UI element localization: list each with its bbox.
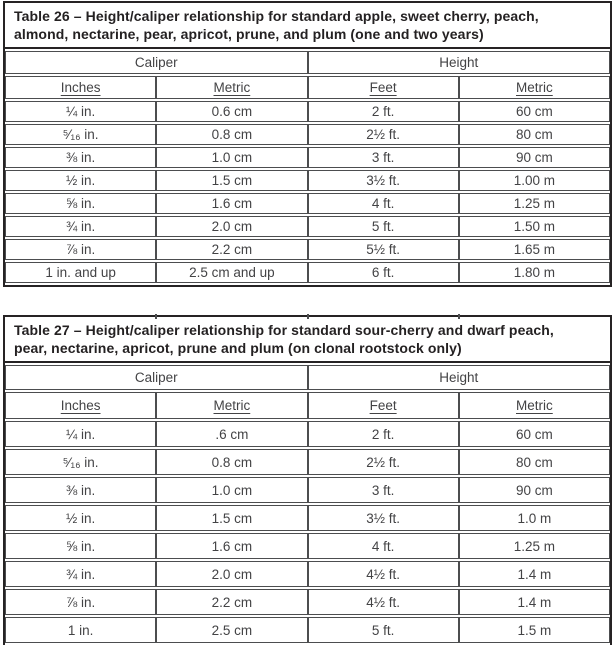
table-cell: 1.6 cm <box>156 193 307 214</box>
table-cell: 1.65 m <box>459 239 610 260</box>
column-header-metric-caliper: Metric <box>156 392 307 419</box>
group-header-caliper: Caliper <box>5 365 308 390</box>
table-row <box>5 216 610 237</box>
table-cell: 2.2 cm <box>156 589 307 615</box>
table-row <box>5 589 610 615</box>
table-cell: 0.8 cm <box>156 124 307 145</box>
table-title-line-1: Table 27 – Height/caliper relationship for standard sour-cherry and dwarf peach, <box>14 322 554 338</box>
table-cell: 1 in. and up <box>5 262 156 283</box>
table-cell: ⅜ in. <box>5 477 156 503</box>
column-header-inches: Inches <box>5 76 156 99</box>
table-row <box>5 533 610 559</box>
table-cell: 2½ ft. <box>308 449 459 475</box>
column-header-metric-caliper: Metric <box>156 76 307 99</box>
table-title-line-2: pear, nectarine, apricot, prune and plum (on clonal rootstock only) <box>14 340 462 356</box>
column-header-row <box>5 76 610 99</box>
table-cell: 2.0 cm <box>156 561 307 587</box>
table-cell: ¾ in. <box>5 561 156 587</box>
table-cell: ½ in. <box>5 505 156 531</box>
table-cell: 80 cm <box>459 124 610 145</box>
table-cell: 2.2 cm <box>156 239 307 260</box>
table-row <box>5 124 610 145</box>
table-cell: ⅝ in. <box>5 193 156 214</box>
group-header-height: Height <box>308 365 611 390</box>
column-separator-tick <box>307 314 309 319</box>
table-cell: 1.0 cm <box>156 477 307 503</box>
table-cell: ⅜ in. <box>5 147 156 168</box>
table-cell: 4½ ft. <box>308 589 459 615</box>
table-cell: 3 ft. <box>308 147 459 168</box>
table-body <box>5 101 610 283</box>
table-cell: 5½ ft. <box>308 239 459 260</box>
table-row <box>5 477 610 503</box>
table-title-line-2: almond, nectarine, pear, apricot, prune, and plum (one and two years) <box>14 26 484 42</box>
table-cell: 4½ ft. <box>308 561 459 587</box>
column-header-metric-height: Metric <box>459 392 610 419</box>
table-cell: 1.6 cm <box>156 533 307 559</box>
table-cell: 1.25 m <box>459 533 610 559</box>
table-title-line-1: Table 26 – Height/caliper relationship for standard apple, sweet cherry, peach, <box>14 8 539 24</box>
table-title <box>5 3 610 49</box>
table-cell: 1.80 m <box>459 262 610 283</box>
table-cell: 2 ft. <box>308 421 459 447</box>
group-header-height: Height <box>308 51 611 74</box>
height-caliper-table <box>5 363 610 645</box>
table-cell: 1.25 m <box>459 193 610 214</box>
table-cell: 4 ft. <box>308 193 459 214</box>
table-cell: 1.5 m <box>459 617 610 643</box>
table-cell: ¼ in. <box>5 101 156 122</box>
table-row <box>5 170 610 191</box>
table-cell: 1.0 cm <box>156 147 307 168</box>
table-cell: 2.5 cm and up <box>156 262 307 283</box>
table-row <box>5 449 610 475</box>
table-cell: 1.5 cm <box>156 505 307 531</box>
table-cell: 1.00 m <box>459 170 610 191</box>
table-cell: 2.5 cm <box>156 617 307 643</box>
table-cell: 1.0 m <box>459 505 610 531</box>
height-caliper-table <box>5 49 610 285</box>
table-cell: ⁵⁄₁₆ in. <box>5 449 156 475</box>
table-cell: 1 in. <box>5 617 156 643</box>
table-cell: ⅞ in. <box>5 589 156 615</box>
table-row <box>5 239 610 260</box>
table-cell: 0.8 cm <box>156 449 307 475</box>
table-cell: 0.6 cm <box>156 101 307 122</box>
table-cell: 1.4 m <box>459 589 610 615</box>
table-cell: 60 cm <box>459 101 610 122</box>
column-header-feet: Feet <box>308 392 459 419</box>
group-header-row <box>5 51 610 74</box>
table-cell: 6 ft. <box>308 262 459 283</box>
column-separator-tick <box>155 314 157 319</box>
table-row <box>5 147 610 168</box>
document-page <box>0 1 616 645</box>
table-title <box>5 317 610 363</box>
table-cell: ⅞ in. <box>5 239 156 260</box>
table-row <box>5 561 610 587</box>
table-cell: 2.0 cm <box>156 216 307 237</box>
table-body <box>5 421 610 643</box>
table-cell: 80 cm <box>459 449 610 475</box>
table-cell: 90 cm <box>459 147 610 168</box>
table-cell: 3½ ft. <box>308 505 459 531</box>
table-cell: 60 cm <box>459 421 610 447</box>
group-header-row <box>5 365 610 390</box>
table-row <box>5 421 610 447</box>
table-cell: 1.4 m <box>459 561 610 587</box>
table-row <box>5 505 610 531</box>
table-cell: 2½ ft. <box>308 124 459 145</box>
column-header-metric-height: Metric <box>459 76 610 99</box>
column-header-feet: Feet <box>308 76 459 99</box>
column-header-row <box>5 392 610 419</box>
table-row <box>5 262 610 283</box>
table-cell: ⁵⁄₁₆ in. <box>5 124 156 145</box>
table-cell: 3 ft. <box>308 477 459 503</box>
table-row <box>5 193 610 214</box>
table-cell: 4 ft. <box>308 533 459 559</box>
table-row <box>5 101 610 122</box>
table-row <box>5 617 610 643</box>
table-cell: ⅝ in. <box>5 533 156 559</box>
table-cell: 5 ft. <box>308 617 459 643</box>
table-cell: .6 cm <box>156 421 307 447</box>
table-cell: ¾ in. <box>5 216 156 237</box>
column-separator-tick <box>458 314 460 319</box>
group-header-caliper: Caliper <box>5 51 308 74</box>
table-cell: 1.50 m <box>459 216 610 237</box>
table-27 <box>3 315 612 645</box>
table-26 <box>3 1 612 287</box>
table-cell: 2 ft. <box>308 101 459 122</box>
table-cell: 1.5 cm <box>156 170 307 191</box>
column-header-inches: Inches <box>5 392 156 419</box>
table-cell: ½ in. <box>5 170 156 191</box>
table-cell: 90 cm <box>459 477 610 503</box>
table-cell: ¼ in. <box>5 421 156 447</box>
table-cell: 3½ ft. <box>308 170 459 191</box>
table-cell: 5 ft. <box>308 216 459 237</box>
